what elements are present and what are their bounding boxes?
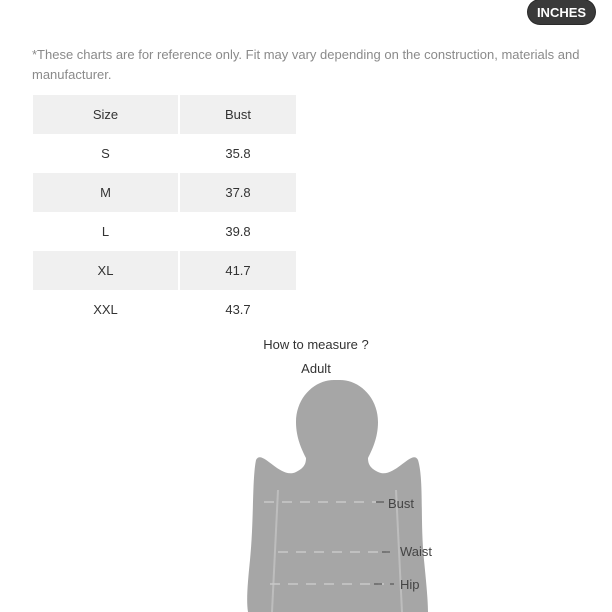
table-row bbox=[33, 134, 296, 173]
column-header-bust: Bust bbox=[178, 95, 296, 134]
column-header-size: Size bbox=[33, 95, 178, 134]
table-header-row bbox=[33, 95, 296, 134]
table-row bbox=[33, 173, 296, 212]
bust-cell: 41.7 bbox=[178, 251, 296, 290]
bust-cell: 39.8 bbox=[178, 212, 296, 251]
waist-label: Waist bbox=[400, 544, 433, 559]
table-row bbox=[33, 212, 296, 251]
unit-toggle-button[interactable]: INCHES bbox=[528, 0, 595, 24]
disclaimer-text: *These charts are for reference only. Fit may vary depending on the construction, materials and manufacturer. bbox=[32, 47, 580, 82]
body-silhouette-figure bbox=[240, 380, 460, 612]
size-chart-table bbox=[33, 95, 296, 329]
bust-cell: 37.8 bbox=[178, 173, 296, 212]
table-row bbox=[33, 251, 296, 290]
bust-label: Bust bbox=[388, 496, 415, 511]
size-cell: XXL bbox=[93, 302, 118, 317]
hip-label: Hip bbox=[400, 577, 420, 592]
size-cell: L bbox=[101, 224, 110, 239]
size-cell: M bbox=[33, 173, 178, 212]
bust-cell: 43.7 bbox=[178, 290, 296, 329]
adult-subtitle: Adult bbox=[301, 361, 331, 376]
bust-cell: 35.8 bbox=[178, 134, 296, 173]
size-cell: XL bbox=[33, 251, 178, 290]
how-to-measure-title: How to measure ? bbox=[263, 337, 369, 352]
table-row bbox=[33, 290, 296, 329]
size-cell: S bbox=[101, 146, 110, 161]
